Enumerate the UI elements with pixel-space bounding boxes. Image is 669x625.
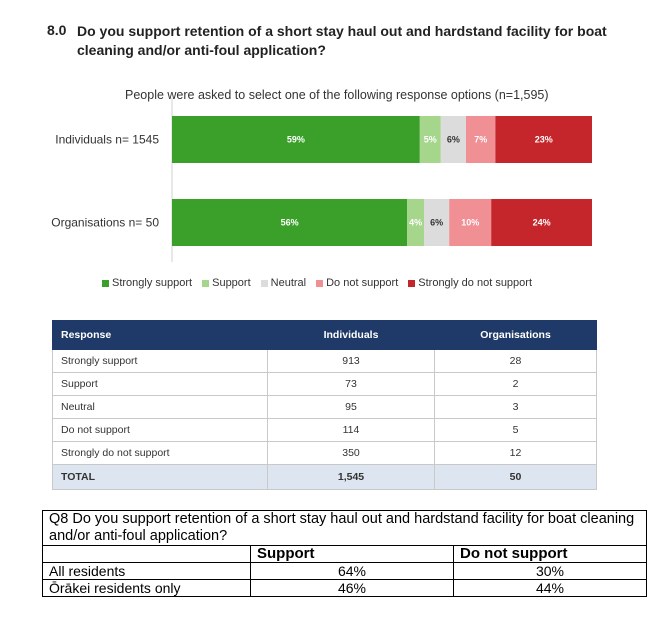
cell-not-support: 30% <box>454 563 647 580</box>
data-label: 5% <box>423 134 437 145</box>
cell-individuals: 95 <box>268 396 435 419</box>
data-label: 4% <box>409 217 423 228</box>
legend-swatch <box>408 280 415 287</box>
question-title: Do you support retention of a short stay haul out and hardstand facility for boat cleaning and/or anti-foul application? <box>77 23 607 58</box>
table-row <box>53 442 597 465</box>
table-row <box>53 350 597 373</box>
data-label: 6% <box>446 134 460 145</box>
cell-individuals: 913 <box>268 350 435 373</box>
responses-table-header <box>53 321 597 350</box>
cell-total-individuals: 1,545 <box>268 465 435 490</box>
residents-question: Q8 Do you support retention of a short stay haul out and hardstand facility for boat cleaning and/or anti-foul application? <box>43 511 647 546</box>
col-individuals: Individuals <box>268 321 435 350</box>
cell-individuals: 114 <box>268 419 435 442</box>
cell-response: Strongly support <box>53 350 268 373</box>
responses-table <box>52 320 597 490</box>
legend-swatch <box>102 280 109 287</box>
residents-question-row <box>43 511 647 546</box>
data-label: 6% <box>430 217 444 228</box>
residents-header-not-support: Do not support <box>454 546 647 563</box>
legend-item <box>261 277 306 289</box>
table-row <box>53 373 597 396</box>
legend-item <box>102 277 192 289</box>
cell-individuals: 350 <box>268 442 435 465</box>
residents-header-row <box>43 546 647 563</box>
residents-table <box>42 510 647 597</box>
cell-organisations: 5 <box>435 419 597 442</box>
cell-total-label: TOTAL <box>53 465 268 490</box>
legend-item <box>316 277 398 289</box>
legend-item <box>408 277 532 289</box>
legend-swatch <box>202 280 209 287</box>
legend-swatch <box>316 280 323 287</box>
data-label: 7% <box>474 134 488 145</box>
cell-organisations: 2 <box>435 373 597 396</box>
table-row <box>43 580 647 597</box>
data-label: 24% <box>532 217 551 228</box>
table-row <box>53 396 597 419</box>
cell-organisations: 3 <box>435 396 597 419</box>
cell-total-organisations: 50 <box>435 465 597 490</box>
cell-response: Support <box>53 373 268 396</box>
cell-organisations: 12 <box>435 442 597 465</box>
residents-header-support: Support <box>251 546 454 563</box>
cell-group: Ōrākei residents only <box>43 580 251 597</box>
table-row <box>43 563 647 580</box>
legend-label: Do not support <box>326 277 399 289</box>
legend-label: Strongly do not support <box>418 277 533 289</box>
chart-legend <box>102 277 532 289</box>
data-label: 56% <box>280 217 299 228</box>
col-organisations: Organisations <box>435 321 597 350</box>
cell-individuals: 73 <box>268 373 435 396</box>
legend-label: Support <box>212 277 251 289</box>
legend-item <box>202 277 251 289</box>
question-subtitle: People were asked to select one of the following response options (n=1,595) <box>125 88 549 102</box>
legend-label: Strongly support <box>112 277 193 289</box>
cell-group: All residents <box>43 563 251 580</box>
col-response: Response <box>53 321 268 350</box>
cell-support: 64% <box>251 563 454 580</box>
legend-label: Neutral <box>270 277 307 289</box>
cell-organisations: 28 <box>435 350 597 373</box>
cell-response: Do not support <box>53 419 268 442</box>
data-label: 10% <box>461 217 480 228</box>
legend-swatch <box>261 280 268 287</box>
question-number: 8.0 <box>47 22 67 38</box>
category-label: Individuals n= 1545 <box>55 132 159 147</box>
cell-response: Neutral <box>53 396 268 419</box>
residents-header-blank <box>43 546 251 563</box>
total-row <box>53 465 597 490</box>
cell-support: 46% <box>251 580 454 597</box>
stacked-bar-chart <box>0 0 669 270</box>
cell-not-support: 44% <box>454 580 647 597</box>
data-label: 59% <box>286 134 305 145</box>
cell-response: Strongly do not support <box>53 442 268 465</box>
data-label: 23% <box>534 134 553 145</box>
category-label: Organisations n= 50 <box>51 215 159 230</box>
table-row <box>53 419 597 442</box>
